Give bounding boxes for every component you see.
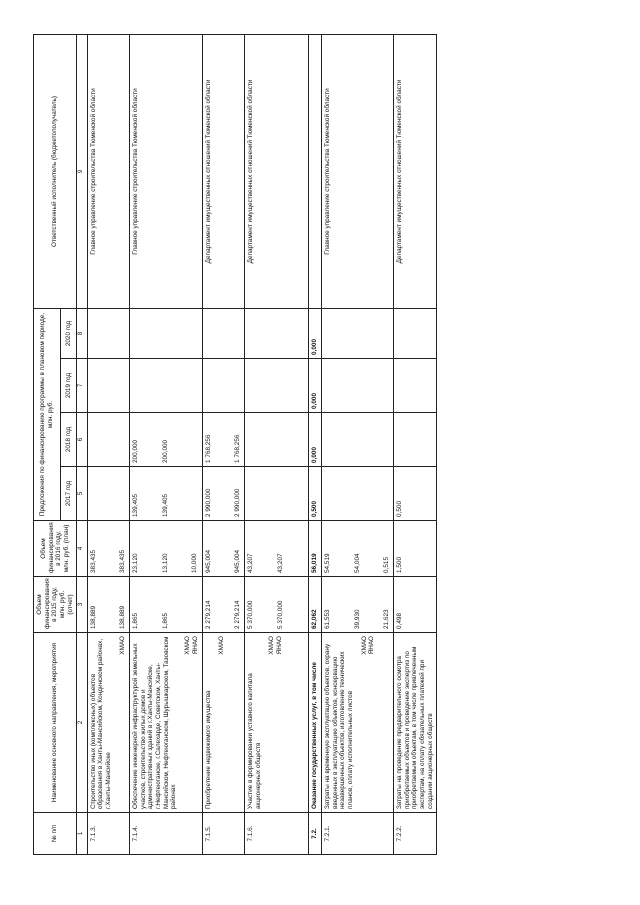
value-2015-text: 138,889 bbox=[119, 605, 127, 629]
value-2018 bbox=[87, 413, 129, 467]
row-name-text: Приобретение недвижимого имущества bbox=[204, 690, 212, 809]
value-2015-text: 138,889 bbox=[89, 605, 97, 629]
value-2016-text: 383,435 bbox=[119, 549, 127, 573]
value-2016 bbox=[309, 521, 322, 577]
row-number-text: 7.1.5. bbox=[204, 825, 212, 842]
value-2015 bbox=[321, 577, 393, 633]
row-name bbox=[394, 633, 437, 813]
value-2016 bbox=[244, 521, 308, 577]
value-2015 bbox=[87, 577, 129, 633]
value-2019 bbox=[309, 359, 322, 413]
responsible-text: Департамент имущественных отношений Тюменской области bbox=[246, 79, 254, 264]
header-row bbox=[34, 35, 61, 855]
value-2017 bbox=[244, 467, 308, 521]
value-2018-text: 200,000 bbox=[132, 439, 139, 463]
value-2016-text: 945,004 bbox=[204, 549, 212, 573]
responsible bbox=[394, 35, 437, 309]
value-2020 bbox=[244, 309, 308, 359]
value-2015-text: 61,553 bbox=[323, 609, 331, 629]
col-name-header: Наименование основного направления, мероприятия bbox=[34, 633, 77, 813]
value-2015 bbox=[130, 577, 203, 633]
value-2019 bbox=[87, 359, 129, 413]
year-2018-header: 2018 год bbox=[60, 413, 77, 467]
value-2018-text: 1 768,256 bbox=[234, 434, 242, 463]
value-2018 bbox=[321, 413, 393, 467]
row-number bbox=[321, 813, 393, 855]
value-2017 bbox=[309, 467, 322, 521]
value-2019 bbox=[394, 359, 437, 413]
value-2016-text: 56,019 bbox=[311, 553, 319, 573]
row-name-text: Обеспечение инженерной инфраструктурой земельных участков, строительство жилых домов и административных зданий в г.Ханты-Мансийске, г.Нефтеюганске, г.Салехарде, Советском, Ханты-Мансийском, Нефтеюганском, Шурышкарском, Тазовском районах bbox=[132, 636, 178, 809]
value-2015-text: 5 370,000 bbox=[276, 600, 284, 629]
row-name bbox=[309, 633, 322, 813]
table-row bbox=[130, 35, 203, 855]
responsible bbox=[202, 35, 244, 309]
table-row bbox=[309, 35, 322, 855]
table-row bbox=[244, 35, 308, 855]
value-2016-text: 54,004 bbox=[353, 553, 361, 573]
value-2015-text: 1,865 bbox=[132, 613, 139, 629]
row-number-text: 7.2.2. bbox=[396, 825, 403, 842]
row-number-text: 7.2.1. bbox=[323, 825, 331, 842]
row-number bbox=[244, 813, 308, 855]
col-num-header: № п/п bbox=[34, 813, 77, 855]
year-2020-header: 2020 год bbox=[60, 309, 77, 359]
value-2016 bbox=[321, 521, 393, 577]
row-name-text: Оказание государственных услуг, в том числе bbox=[311, 662, 319, 809]
col-2016-header: Объем финансирования в 2016 году, млн. руб. (план) bbox=[34, 521, 77, 577]
value-2019 bbox=[321, 359, 393, 413]
row-name-text: Участие в формировании уставного капитала акционерных обществ bbox=[246, 673, 262, 809]
value-2020 bbox=[394, 309, 437, 359]
value-2016-text: 10,000 bbox=[191, 553, 199, 573]
responsible bbox=[309, 35, 322, 309]
value-2017 bbox=[202, 467, 244, 521]
region-label: ХМАО bbox=[268, 636, 276, 655]
row-number-text: 7.1.6. bbox=[246, 825, 254, 842]
value-2020-text: 0,000 bbox=[311, 339, 319, 355]
value-2017 bbox=[130, 467, 203, 521]
col-index: 6 bbox=[77, 413, 87, 467]
responsible-text: Главное управление строительства Тюменской области bbox=[132, 88, 139, 255]
value-2017 bbox=[394, 467, 437, 521]
value-2020 bbox=[130, 309, 203, 359]
value-2017-text: 2 990,000 bbox=[204, 488, 212, 517]
value-2020 bbox=[309, 309, 322, 359]
value-2017 bbox=[87, 467, 129, 521]
table-row bbox=[394, 35, 437, 855]
year-2017-header: 2017 год bbox=[60, 467, 77, 521]
region-label: ХМАО bbox=[184, 636, 192, 655]
value-2016 bbox=[202, 521, 244, 577]
region-label: ЯНАО bbox=[368, 636, 376, 655]
region-label: ЯНАО bbox=[275, 636, 283, 655]
value-2018 bbox=[202, 413, 244, 467]
row-number-text: 7.1.3. bbox=[89, 825, 97, 842]
region-label: ХМАО bbox=[118, 636, 126, 655]
value-2015 bbox=[309, 577, 322, 633]
row-number-text: 7.1.4. bbox=[132, 825, 139, 842]
table-body bbox=[87, 35, 437, 855]
responsible-text: Департамент имущественных отношений Тюменской области bbox=[204, 79, 212, 264]
value-2015-text: 5 370,000 bbox=[246, 600, 254, 629]
value-2015 bbox=[244, 577, 308, 633]
value-2016-text: 54,519 bbox=[323, 553, 331, 573]
col-responsible-header: Ответственный исполнитель (бюджетополучатель) bbox=[34, 35, 77, 309]
row-number bbox=[87, 813, 129, 855]
value-2015 bbox=[202, 577, 244, 633]
region-label: ХМАО bbox=[218, 636, 226, 655]
value-2016-text: 43,207 bbox=[276, 553, 284, 573]
col-index: 5 bbox=[77, 467, 87, 521]
value-2017-text: 0,500 bbox=[311, 501, 319, 517]
year-2019-header: 2019 год bbox=[60, 359, 77, 413]
col-index: 2 bbox=[77, 633, 87, 813]
value-2016-text: 945,004 bbox=[234, 549, 242, 573]
row-number bbox=[309, 813, 322, 855]
col-2015-header: Объем финансирования в 2015 году, млн. руб. (отчет) bbox=[34, 577, 77, 633]
value-2015-text: 2 279,214 bbox=[204, 600, 212, 629]
value-2018 bbox=[130, 413, 203, 467]
col-index: 7 bbox=[77, 359, 87, 413]
value-2016-text: 0,515 bbox=[383, 557, 391, 573]
value-2015-text: 62,062 bbox=[311, 609, 319, 629]
value-2016 bbox=[87, 521, 129, 577]
column-index-row bbox=[77, 35, 87, 855]
value-2016-text: 383,435 bbox=[89, 549, 97, 573]
value-2020 bbox=[321, 309, 393, 359]
col-index: 1 bbox=[77, 813, 87, 855]
value-2018-text: 200,000 bbox=[161, 439, 169, 463]
value-2016-text: 13,120 bbox=[161, 553, 169, 573]
value-2015-text: 0,498 bbox=[396, 613, 403, 629]
responsible-text: Главное управление строительства Тюменской области bbox=[89, 88, 97, 255]
row-name bbox=[244, 633, 308, 813]
table-row bbox=[202, 35, 244, 855]
value-2016 bbox=[394, 521, 437, 577]
table-row bbox=[87, 35, 129, 855]
value-2015-text: 39,930 bbox=[353, 609, 361, 629]
table-row bbox=[321, 35, 393, 855]
value-2019-text: 0,000 bbox=[311, 393, 319, 409]
value-2020 bbox=[87, 309, 129, 359]
value-2015-text: 21,623 bbox=[383, 609, 391, 629]
col-proposals-header: Предложения по финансированию программы в плановом периоде, млн. руб. bbox=[34, 309, 61, 521]
row-number bbox=[130, 813, 203, 855]
row-name bbox=[130, 633, 203, 813]
value-2019 bbox=[244, 359, 308, 413]
value-2017-text: 139,405 bbox=[161, 493, 169, 517]
responsible bbox=[87, 35, 129, 309]
value-2019 bbox=[202, 359, 244, 413]
value-2020 bbox=[202, 309, 244, 359]
value-2016-text: 23,120 bbox=[132, 553, 139, 573]
responsible-text: Департамент имущественных отношений Тюменской области bbox=[396, 79, 403, 264]
value-2018-text: 0,000 bbox=[311, 447, 319, 463]
value-2018-text: 1 768,256 bbox=[204, 434, 212, 463]
col-index: 3 bbox=[77, 577, 87, 633]
value-2015-text: 1,865 bbox=[161, 613, 169, 629]
region-label: ХМАО bbox=[360, 636, 368, 655]
value-2018 bbox=[244, 413, 308, 467]
value-2017-text: 0,500 bbox=[396, 501, 403, 517]
col-index: 9 bbox=[77, 35, 87, 309]
col-index: 8 bbox=[77, 309, 87, 359]
row-name bbox=[202, 633, 244, 813]
responsible-text: Главное управление строительства Тюменской области bbox=[323, 88, 331, 255]
value-2016-text: 43,207 bbox=[246, 553, 254, 573]
responsible bbox=[321, 35, 393, 309]
value-2016-text: 1,500 bbox=[396, 557, 403, 573]
value-2019 bbox=[130, 359, 203, 413]
col-index: 4 bbox=[77, 521, 87, 577]
value-2018 bbox=[394, 413, 437, 467]
row-name bbox=[87, 633, 129, 813]
financing-table bbox=[33, 34, 437, 855]
value-2017-text: 2 990,000 bbox=[234, 488, 242, 517]
row-name-text: Затраты на временную эксплуатацию объектов, охрану введенных в эксплуатацию объектов, консервацию незавершенных объектов, изготовление технических планов, оплату исполнительных листов bbox=[323, 643, 354, 809]
value-2016 bbox=[130, 521, 203, 577]
row-number bbox=[202, 813, 244, 855]
value-2017-text: 139,405 bbox=[132, 493, 139, 517]
row-number bbox=[394, 813, 437, 855]
value-2015-text: 2 279,214 bbox=[234, 600, 242, 629]
value-2018 bbox=[309, 413, 322, 467]
row-name bbox=[321, 633, 393, 813]
rotated-table-page bbox=[33, 35, 608, 855]
value-2015 bbox=[394, 577, 437, 633]
row-name-text: Затраты на проведение предварительного осмотра приобретаемых объектов и проведение экспертиз по приобретаемым объектам, в том числе привлеченным экспертам, на оплату обязательных платежей при создании акционерных обществ bbox=[396, 646, 434, 809]
row-name-text: Строительство иных (комплексных) объектов образования в Ханты-Мансийском, Кондинском районах, г.Ханты-Мансийске bbox=[89, 638, 112, 809]
responsible bbox=[244, 35, 308, 309]
region-label: ЯНАО bbox=[191, 636, 199, 655]
responsible bbox=[130, 35, 203, 309]
value-2017 bbox=[321, 467, 393, 521]
row-number-text: 7.2. bbox=[311, 828, 319, 839]
